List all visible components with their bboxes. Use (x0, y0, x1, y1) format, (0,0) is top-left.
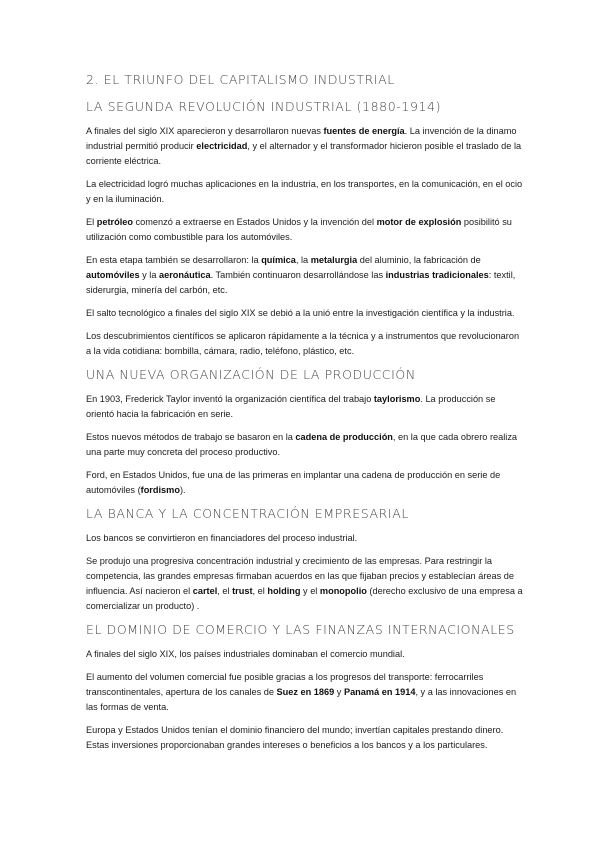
text-run: , y el alternador y el transformador hicieron posible el traslado de la corriente eléctrica. (86, 141, 522, 166)
paragraph (86, 468, 523, 498)
text-run: y (334, 687, 344, 697)
text-run: y el (300, 586, 320, 596)
section-heading: UNA NUEVA ORGANIZACIÓN DE LA PRODUCCIÓN (86, 367, 416, 382)
paragraph (86, 253, 523, 298)
bold-term: monopolio (319, 586, 367, 596)
bold-term: Panamá en 1914 (343, 687, 416, 697)
text-run: La electricidad logró muchas aplicaciones en la industria, en los transportes, en la comunicación, en el ocio y en la iluminación. (86, 179, 523, 204)
bold-term: industrias tradicionales (385, 270, 489, 280)
paragraph (86, 670, 523, 715)
text-run: Ford, en Estados Unidos, fue una de las primeras en implantar una cadena de producción en serie de automóviles ( (86, 470, 501, 495)
text-run: Se produjo una progresiva concentración industrial y crecimiento de las empresas. Para restringir la competencia, las grandes empresas firmaban acuerdos en las que fijaban precios y establecían áreas de influencia. Así nacieron el (86, 556, 514, 596)
text-run: , la (295, 255, 311, 265)
text-run: El aumento del volumen comercial fue posible gracias a los progresos del transporte: ferrocarriles transcontinentales, apertura de los canales de (86, 672, 484, 697)
bold-term: holding (267, 586, 301, 596)
text-run: A finales del siglo XIX aparecieron y desarrollaron nuevas (86, 126, 324, 136)
paragraph (86, 430, 523, 460)
text-run: El (86, 217, 97, 227)
text-run: Europa y Estados Unidos tenían el dominio financiero del mundo; invertían capitales prestando dinero. Estas inversiones proporcionaban grandes intereses o beneficios a los bancos y a los particulares. (86, 725, 504, 750)
text-run: En esta etapa también se desarrollaron: la (86, 255, 262, 265)
section-heading: LA BANCA Y LA CONCENTRACIÓN EMPRESARIAL (86, 506, 409, 521)
text-run: Estos nuevos métodos de trabajo se basaron en la (86, 432, 296, 442)
text-run: del aluminio, la fabricación de (357, 255, 481, 265)
paragraph (86, 329, 523, 359)
bold-term: cartel (192, 586, 218, 596)
section (86, 506, 523, 614)
paragraph (86, 215, 523, 245)
bold-term: fuentes de energía (323, 126, 405, 136)
section (86, 367, 523, 498)
paragraph (86, 306, 523, 321)
bold-term: Suez en 1869 (276, 687, 335, 697)
paragraph (86, 392, 523, 422)
text-run: A finales del siglo XIX, los países industriales dominaban el comercio mundial. (86, 649, 405, 659)
text-run: comenzó a extraerse en Estados Unidos y la invención del (132, 217, 377, 227)
paragraph (86, 177, 523, 207)
text-run: . La invención de la dinamo industrial permitió producir (86, 126, 517, 151)
bold-term: motor de explosión (376, 217, 462, 227)
section-heading: LA SEGUNDA REVOLUCIÓN INDUSTRIAL (1880-1914) (86, 99, 442, 114)
paragraph (86, 647, 523, 662)
bold-term: metalurgia (310, 255, 358, 265)
text-run: , y a las innovaciones en las formas de venta. (86, 687, 517, 712)
bold-term: química (261, 255, 296, 265)
text-run: Los descubrimientos científicos se aplicaron rápidamente a la técnica y a instrumentos que revolucionaron a la vida cotidiana: bombilla, cámara, radio, teléfono, plástico, etc. (86, 331, 520, 356)
section-heading: EL DOMINIO DE COMERCIO Y LAS FINANZAS INTERNACIONALES (86, 622, 515, 637)
text-run: (derecho exclusivo de una empresa a comercializar un producto) . (86, 586, 523, 611)
paragraph (86, 124, 523, 169)
text-run: , el (217, 586, 233, 596)
bold-term: taylorismo (373, 394, 421, 404)
text-run: El salto tecnológico a finales del siglo XIX se debió a la unió entre la investigación científica y la industria. (86, 308, 515, 318)
paragraph (86, 531, 523, 546)
bold-term: fordismo (140, 485, 180, 495)
paragraph (86, 554, 523, 614)
bold-term: cadena de producción (295, 432, 393, 442)
paragraph (86, 723, 523, 753)
text-run: , el (252, 586, 268, 596)
section (86, 99, 523, 359)
document-body (86, 99, 523, 753)
bold-term: electricidad (196, 141, 248, 151)
text-run: , en la que cada obrero realiza una parte muy concreta del proceso productivo. (86, 432, 518, 457)
bold-term: trust (232, 586, 253, 596)
text-run: y la (139, 270, 160, 280)
text-run: ). (179, 485, 186, 495)
text-run: posibilitó su utilización como combustible para los automóviles. (86, 217, 512, 242)
bold-term: petróleo (96, 217, 133, 227)
text-run: . También continuaron desarrollándose las (210, 270, 386, 280)
section (86, 622, 523, 753)
text-run: En 1903, Frederick Taylor inventó la organización científica del trabajo (86, 394, 374, 404)
text-run: Los bancos se convirtieron en financiadores del proceso industrial. (86, 533, 358, 543)
document-title: 2. EL TRIUNFO DEL CAPITALISMO INDUSTRIAL (86, 72, 395, 87)
text-run: : textil, siderurgia, minería del carbón, etc. (86, 270, 516, 295)
bold-term: automóviles (86, 270, 140, 280)
bold-term: aeronáutica (159, 270, 211, 280)
text-run: . La producción se orientó hacia la fabricación en serie. (86, 394, 496, 419)
